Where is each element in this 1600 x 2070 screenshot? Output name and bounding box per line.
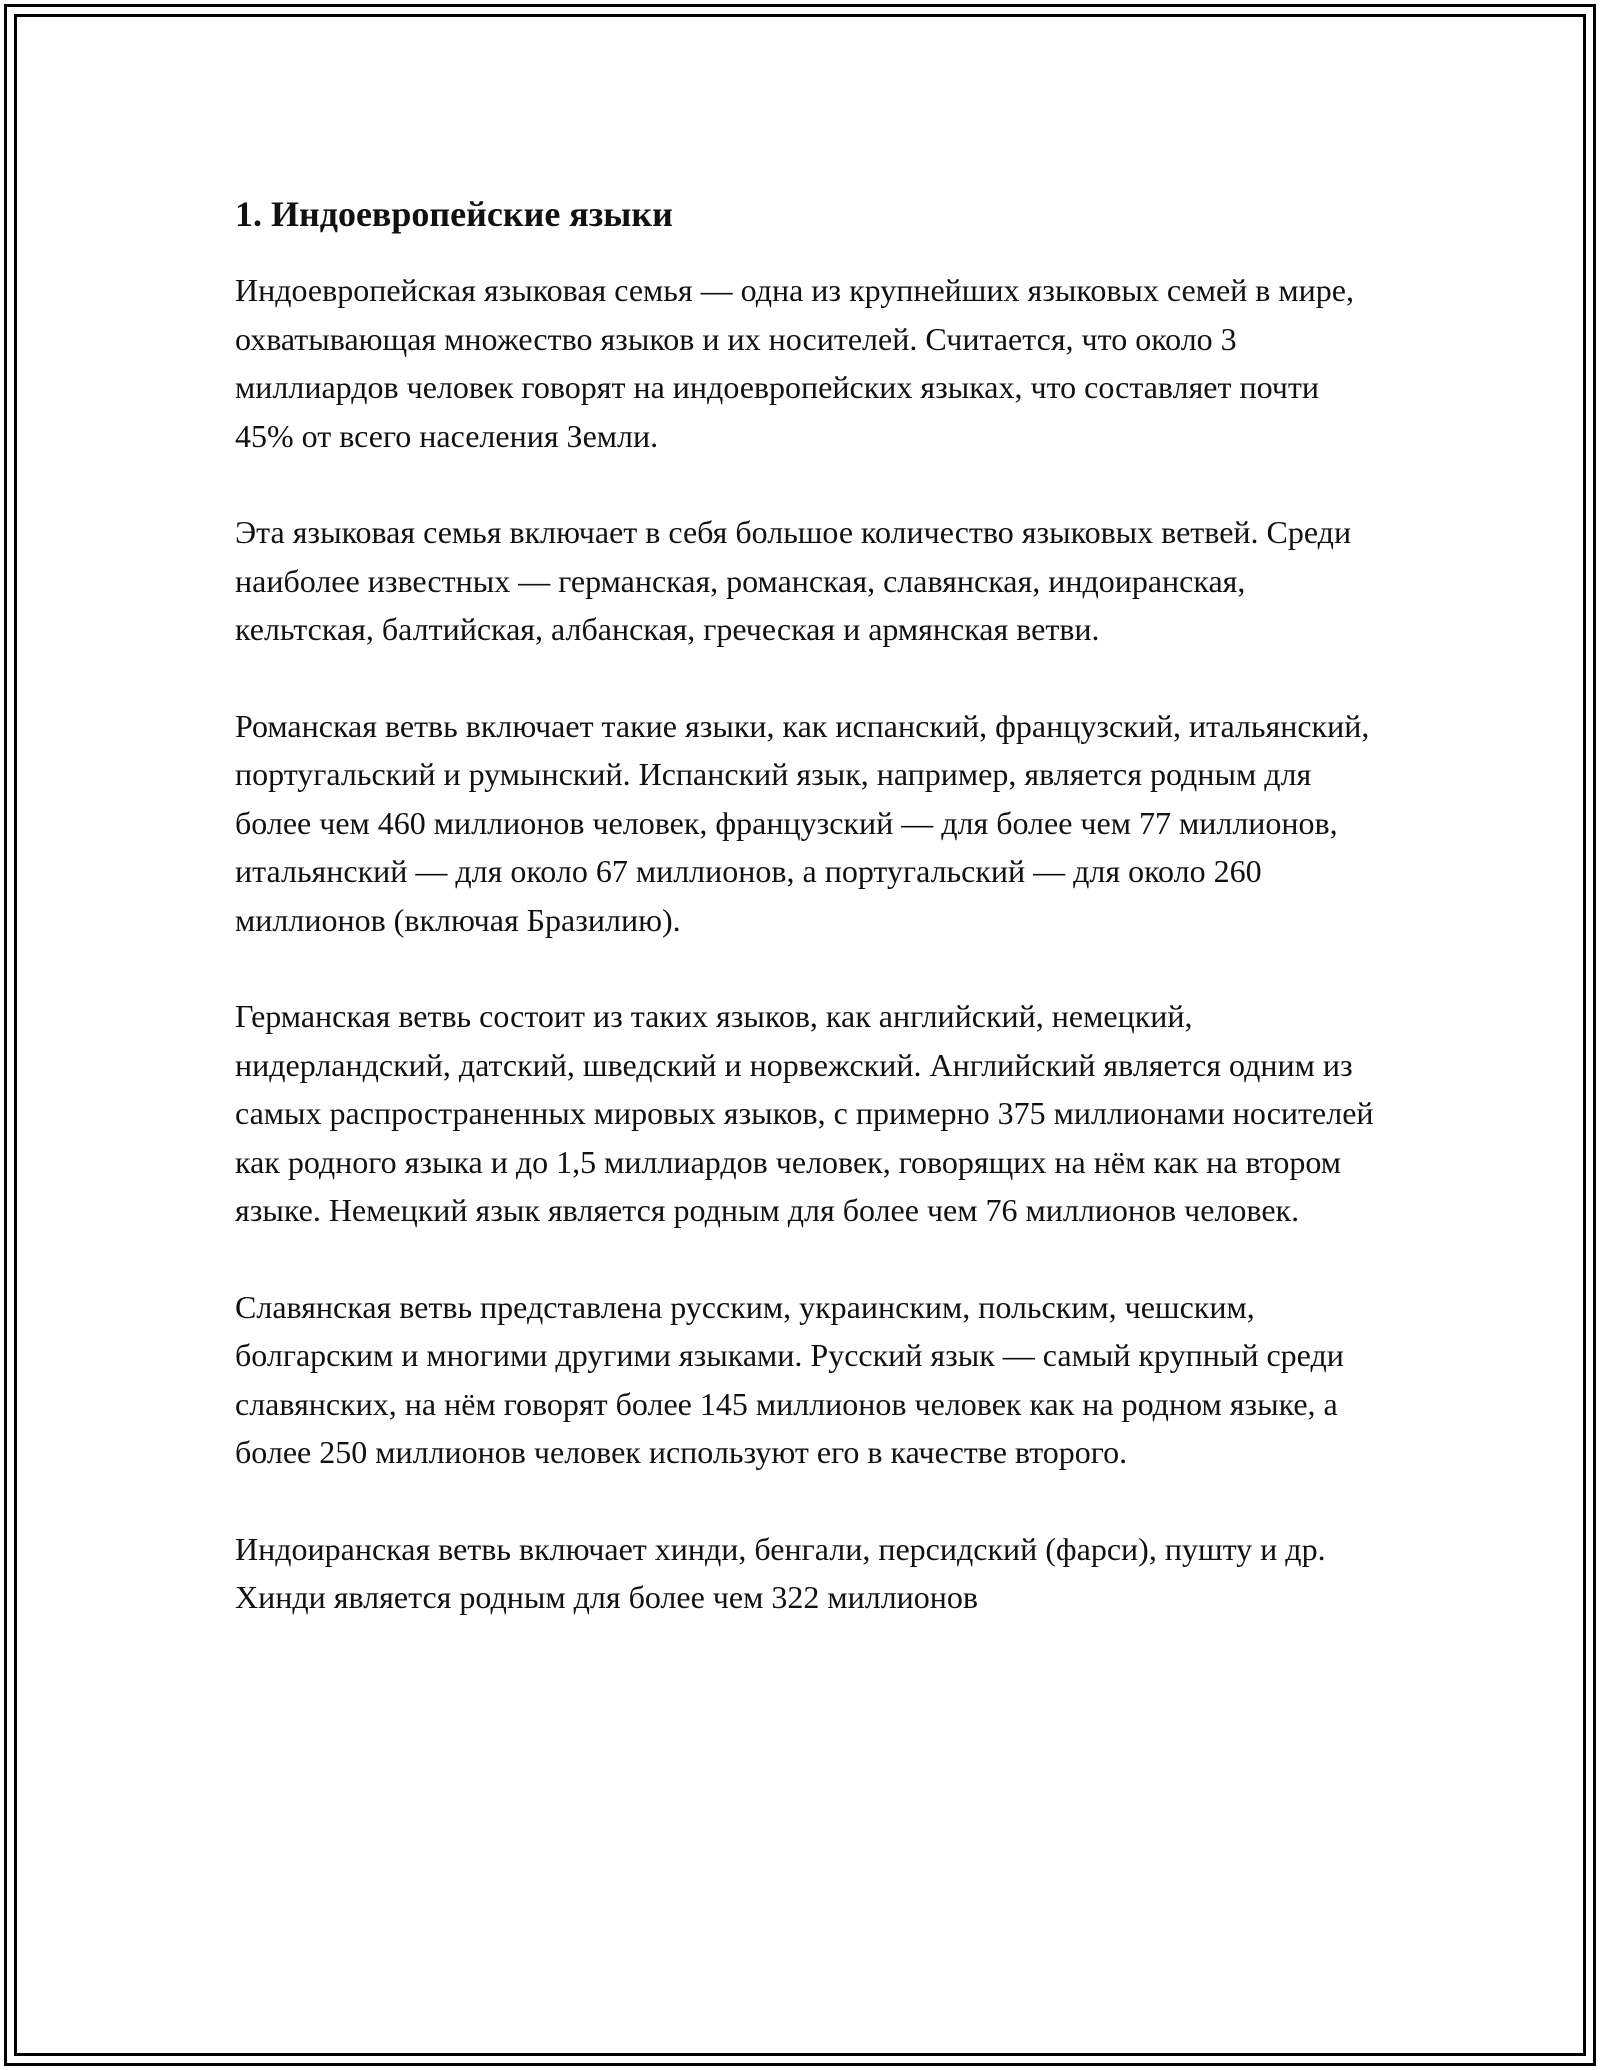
paragraph-branches: Эта языковая семья включает в себя большое количество языковых ветвей. Среди наиболее известных — германская, романская, славянская, индоиранская, кельтская, балтийская, албанская, греческая и армянская ветви. [235, 514, 1352, 647]
document-body [235, 184, 1385, 1670]
paragraph-intro: Индоевропейская языковая семья — одна из крупнейших языковых семей в мире, охватывающая множество языков и их носителей. Считается, что около 3 миллиардов человек говорят на индоевропейских языках, что составляет почти 45% от всего населения Земли. [235, 272, 1354, 454]
section-heading: 1. Индоевропейские языки [235, 194, 673, 234]
paragraph-indo-iranian: Индоиранская ветвь включает хинди, бенгали, персидский (фарси), пушту и др. Хинди является родным для более чем 322 миллионов [235, 1530, 1326, 1615]
paragraph-romance: Романская ветвь включает такие языки, как испанский, французский, итальянский, португальский и румынский. Испанский язык, например, является родным для более чем 460 миллионов человек, французский — для более чем 77 миллионов, итальянский — для около 67 миллионов, а португальский — для около 260 миллионов (включая Бразилию). [235, 707, 1370, 938]
paragraph-germanic: Германская ветвь состоит из таких языков, как английский, немецкий, нидерландский, датский, шведский и норвежский. Английский является одним из самых распространенных мировых языков, с примерно 375 миллионами носителей как родного языка и до 1,5 миллиардов человек, говорящих на нём как на втором языке. Немецкий язык является родным для более чем 76 миллионов человек. [235, 998, 1374, 1228]
paragraph-slavic: Славянская ветвь представлена русским, украинским, польским, чешским, болгарским и многими другими языками. Русский язык — самый крупный среди славянских, на нём говорят более 145 миллионов человек как на родном языке, а более 250 миллионов человек используют его в качестве второго. [235, 1288, 1344, 1470]
